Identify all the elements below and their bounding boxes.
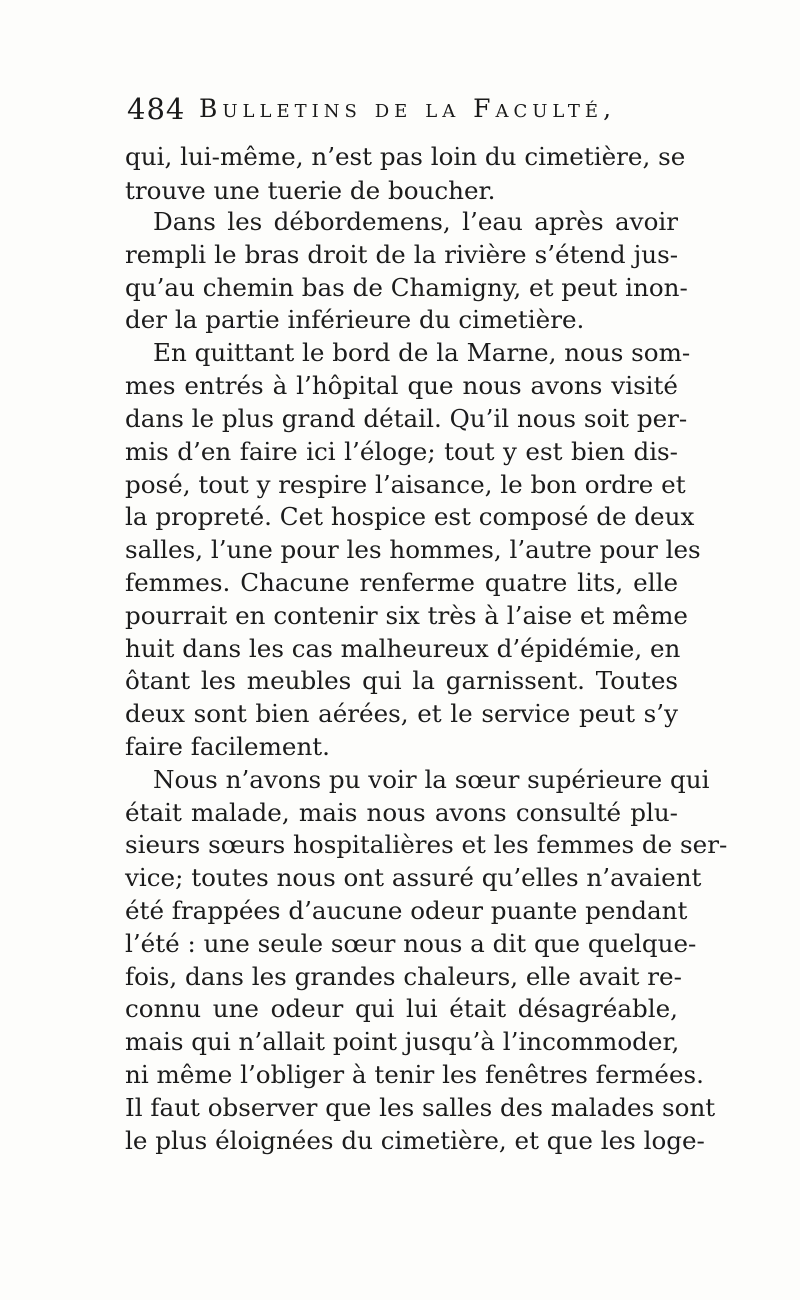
text-line: ni même l’obliger à tenir les fenêtres fermées. [125,1060,704,1089]
text-line: rempli le bras droit de la rivière s’étend jus- [125,240,678,269]
text-line: Dans les débordemens, l’eau après avoir [153,207,678,236]
text-line: faire facilement. [125,732,330,761]
text-line: connu une odeur qui lui était désagréable, [125,994,678,1023]
text-line: qui, lui-même, n’est pas loin du cimetière, se [125,142,686,171]
text-line: ôtant les meubles qui la garnissent. Toutes [125,666,678,695]
text-line: fois, dans les grandes chaleurs, elle avait re- [125,962,682,991]
text-line: pourrait en contenir six très à l’aise et même [125,601,688,630]
text-line: dans le plus grand détail. Qu’il nous soit per- [125,404,688,433]
text-line: vice; toutes nous ont assuré qu’elles n’avaient [125,863,702,892]
text-line: Nous n’avons pu voir la sœur supérieure qui [153,765,710,794]
text-line: était malade, mais nous avons consulté plu- [125,798,678,827]
text-line: der la partie inférieure du cimetière. [125,305,585,334]
text-line: l’été : une seule sœur nous a dit que quelque- [125,929,697,958]
text-line: salles, l’une pour les hommes, l’autre pour les [125,535,701,564]
text-line: mis d’en faire ici l’éloge; tout y est bien dis- [125,437,678,466]
text-line: le plus éloignées du cimetière, et que les loge- [125,1126,705,1155]
text-line: la propreté. Cet hospice est composé de deux [125,502,695,531]
text-line: qu’au chemin bas de Chamigny, et peut inon- [125,273,688,302]
text-line: trouve une tuerie de boucher. [125,176,496,205]
page-number: 484 [127,92,186,126]
text-line: été frappées d’aucune odeur puante pendant [125,896,688,925]
text-line: mes entrés à l’hôpital que nous avons visité [125,371,678,400]
running-head: Bulletins de la Faculté, [199,94,617,123]
text-line: En quittant le bord de la Marne, nous som- [153,338,691,367]
page-header [127,92,677,132]
text-line: mais qui n’allait point jusqu’à l’incommoder, [125,1027,680,1056]
text-line: huit dans les cas malheureux d’épidémie, en [125,634,681,663]
text-line: posé, tout y respire l’aisance, le bon ordre et [125,470,686,499]
text-line: deux sont bien aérées, et le service peut s’y [125,699,678,728]
text-line: sieurs sœurs hospitalières et les femmes de ser- [125,830,728,859]
text-line: femmes. Chacune renferme quatre lits, elle [125,568,678,597]
text-line: Il faut observer que les salles des malades sont [125,1093,716,1122]
